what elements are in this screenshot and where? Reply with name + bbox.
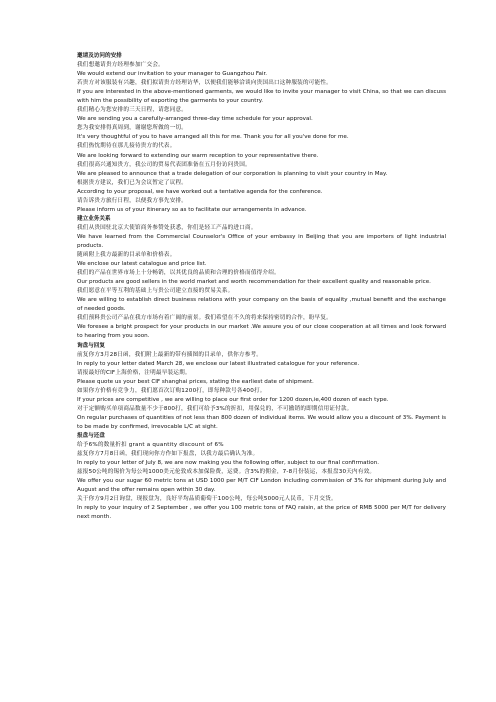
text-paragraph: Our products are good sellers in the world market and worth recommendation for their excellent quality and reasonable price. <box>77 279 431 286</box>
text-paragraph: 我们很高兴通知贵方，我公司的贸易代表团准备在五月份访问贵国。 <box>77 161 251 168</box>
section-heading: 建立业务关系 <box>77 215 111 222</box>
text-paragraph: It's very thoughtful of you to have arranged all this for me. Thank you for all you've done for me. <box>77 134 349 141</box>
text-paragraph: In reply to your inquiry of 2 September , we offer you 100 metric tons of FAQ raisin, at the price of RMB 5000 per M/T for delivery next month. <box>77 505 446 521</box>
text-paragraph: Please quote us your best CIF shanghai prices, stating the earliest date of shipment. <box>77 378 314 385</box>
text-paragraph: 如果你方价格有竞争力，我们愿首次订购1200打，即每种款号各400打。 <box>77 387 266 394</box>
text-paragraph: If your prices are competitive , we are willing to place our first order for 1200 dozen,ie,400 dozen of each type. <box>77 396 389 403</box>
text-paragraph: 我们精心为您安排的三天日程，请您同意。 <box>77 107 188 114</box>
text-paragraph: 我们热忱期待在那儿接待贵方的代表。 <box>77 143 176 150</box>
section-heading: 邀请及访问的安排 <box>77 53 122 59</box>
text-paragraph: If you are interested in the above-mentioned garments, we would like to invite your manager to visit China, so that we can discuss with him the possibility of exporting the garments to your country. <box>77 89 446 105</box>
text-paragraph: 请报最好的CIF上海价格，注明最早装运期。 <box>77 369 191 376</box>
text-paragraph: Please inform us of your itinerary so as to facilitate our arrangements in advance. <box>77 206 307 213</box>
text-paragraph: 前复你方3月28日函，我们附上最新的带有插图的目录单，供你方参考。 <box>77 351 263 358</box>
text-paragraph: 我们愿意在平等互利的基础上与贵公司建立直接的贸易关系。 <box>77 288 234 295</box>
text-paragraph: 若贵方对该服装有兴趣，我们拟请贵方经理访华，以便我们能够洽谈向贵国出口这种服装的可能性。 <box>77 80 332 87</box>
text-paragraph: We would extend our invitation to your manager to Guangzhou Fair. <box>77 71 268 78</box>
text-paragraph: We have learned from the Commercial Counselor's Office of your embassy in Beijing that you are importers of light industrial products. <box>77 233 446 249</box>
text-paragraph: 随函附上我方最新的目录单和价格表。 <box>77 252 176 259</box>
text-paragraph: 我们的产品在世界市场上十分畅销，以其优良的品质和合理的价格而值得介绍。 <box>77 270 280 277</box>
text-paragraph: We enclose our latest catalogue and price list. <box>77 261 207 268</box>
text-paragraph: 我们预料贵公司产品在我方市场有着广阔的前景。我们希望在不久的将来保持密切的合作，盼早复。 <box>77 315 332 322</box>
text-paragraph: We offer you our sugar 60 metric tons at USD 1000 per M/T CIF London including commission of 3% for shipment during July and August and the offer remains open within 30 day. <box>77 478 446 494</box>
section-heading: 报盘与还盘 <box>77 432 105 439</box>
text-paragraph: 根据贵方建议，我们已为会议暂定了议程。 <box>77 179 188 186</box>
text-paragraph: We are willing to establish direct business relations with your company on the basis of equality ,mutual benefit and the exchange of needed goods. <box>77 297 446 313</box>
text-paragraph: 您为我安排得真周到，谢谢您所做的一切。 <box>77 125 188 132</box>
text-paragraph: In reply to your letter of July 8, we are now making you the following offer, subject to our final confirmation. <box>77 460 380 467</box>
text-paragraph: 兹复你方7月8日函，我们现向你方作如下报盘，以我方最后确认为准。 <box>77 451 259 458</box>
text-paragraph: We are sending you a carefully-arranged three-day time schedule for your approval. <box>77 116 313 123</box>
text-paragraph: In reply to your letter dated March 28, we enclose our latest illustrated catalogue for your reference. <box>77 360 360 367</box>
text-paragraph: 我们想邀请贵方经理参加广交会。 <box>77 62 164 69</box>
text-paragraph: We foresee a bright prospect for your products in our market .We assure you of our close cooperation at all times and look forward to hearing from you soon. <box>77 324 446 340</box>
text-paragraph: 关于你方9月2日询盘，现报盘为，良好平均品质葡萄干100公吨，每公吨5000元人民币，下月交货。 <box>77 496 337 503</box>
text-paragraph: We are pleased to announce that a trade delegation of our corporation is planning to visit your country in May. <box>77 170 388 177</box>
text-paragraph: According to your proposal, we have worked out a tentative agenda for the conference. <box>77 188 323 195</box>
section-heading: 询盘与回复 <box>77 342 105 349</box>
text-paragraph: We are looking forward to extending our warm reception to your representative there. <box>77 152 319 159</box>
text-paragraph: 给予6%的数量折扣 grant a quantity discount of 6% <box>77 442 224 449</box>
text-paragraph: On regular purchases of quantities of not less than 800 dozen of individual items. We would allow you a discount of 3%. Payment is to be made by confirmed, irrevocable L/C at sight. <box>77 414 446 430</box>
text-paragraph: 兹报50公吨的锡价为每公吨1000美元伦敦成本加保险费，运费。含3%的佣金，7-8月份装运，本报盘30天内有效。 <box>77 469 376 476</box>
text-paragraph: 我们从贵国驻北京大使馆商务参赞处获悉，你们是轻工产品的进口商。 <box>77 224 257 231</box>
text-paragraph: 请告诉贵方旅行日程，以便我方事先安排。 <box>77 197 188 204</box>
text-paragraph: 对于定额购买单项商品数量不少于800打，我们可给予3%的折扣，用保兑的，不可撤销的即期信用证付款。 <box>77 405 353 412</box>
